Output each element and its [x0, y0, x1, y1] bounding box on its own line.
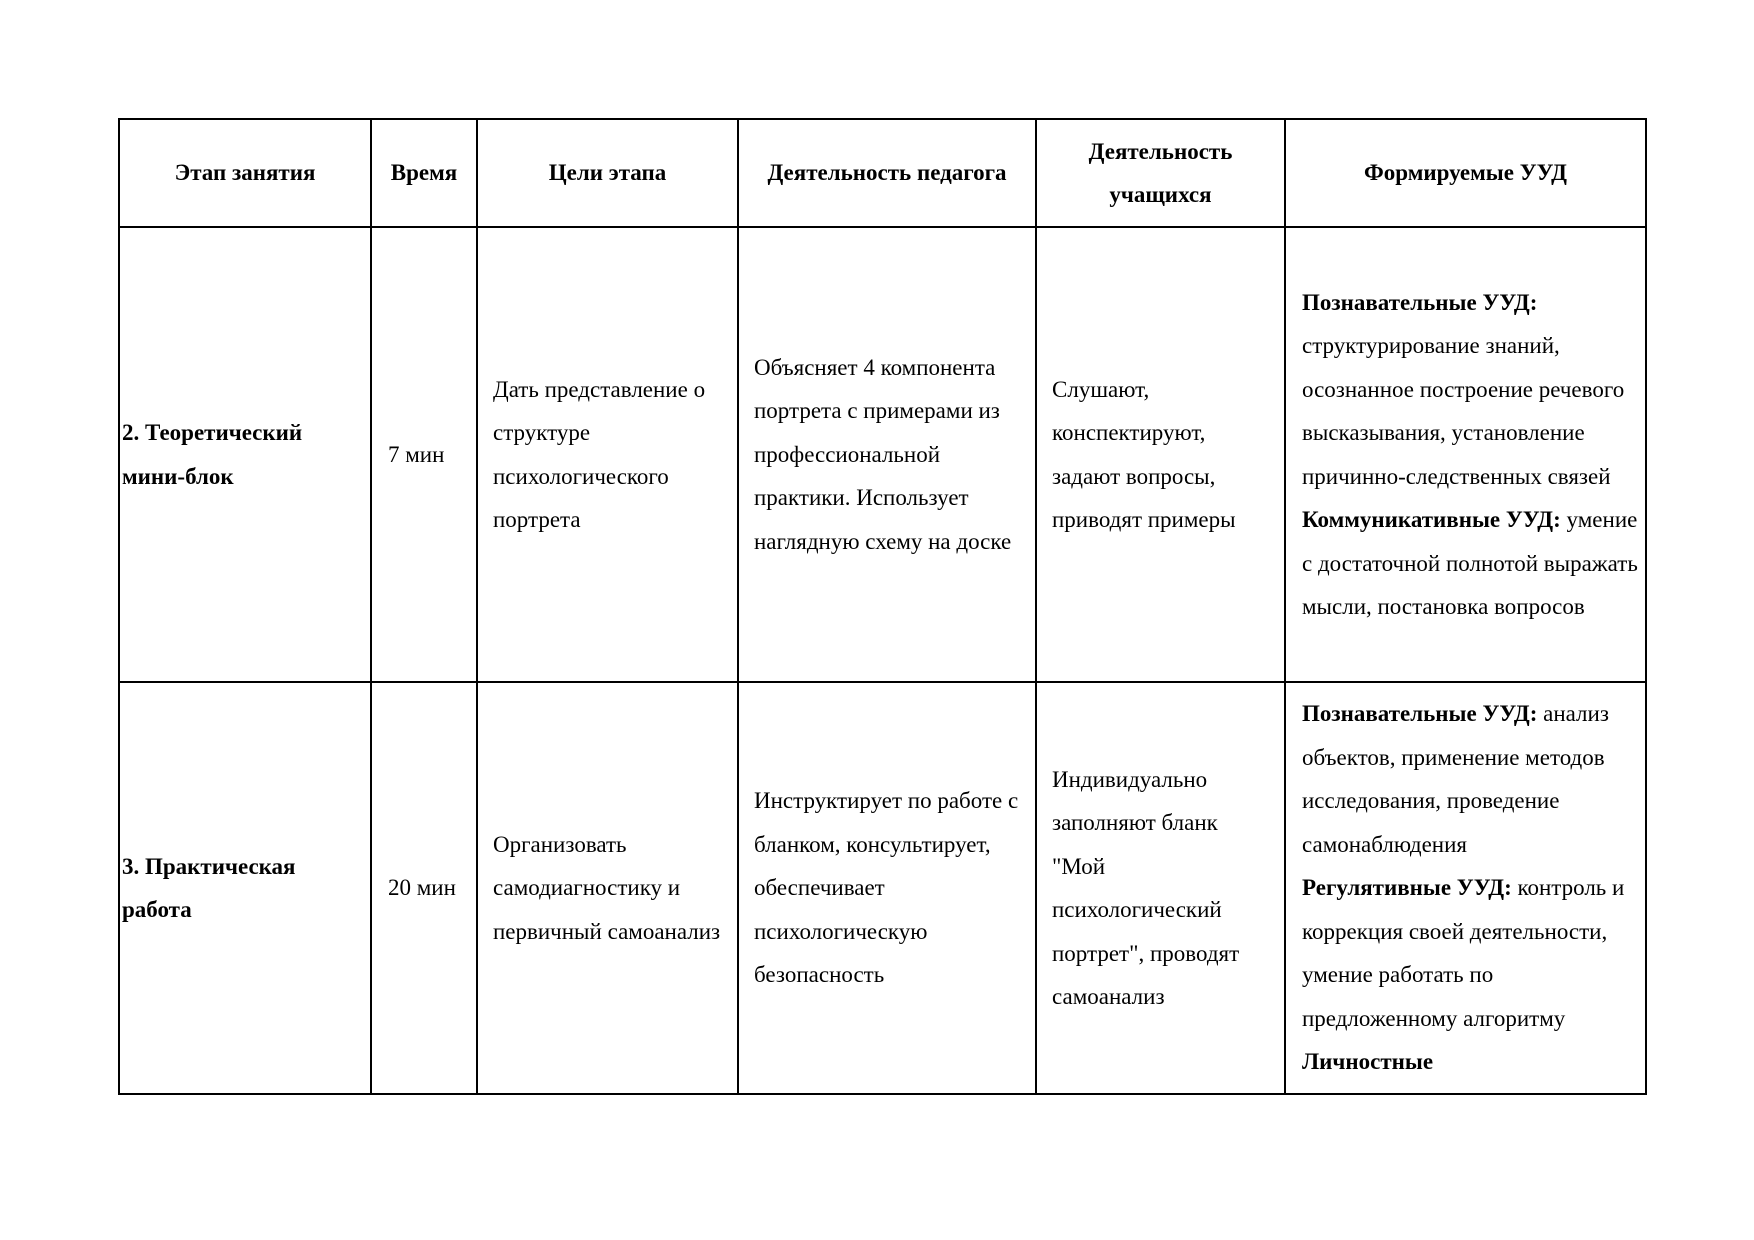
uud-item-title: Познавательные УУД:	[1302, 289, 1538, 315]
teacher-activity-cell: Объясняет 4 компонента портрета с примерами из профессиональной практики. Использует наглядную схему на доске	[738, 227, 1036, 682]
uud-item-text: умение с достаточной полнотой выражать мысли, постановка вопросов	[1302, 507, 1638, 619]
stage-cell: 2. Теоретический мини-блок	[119, 227, 371, 682]
teacher-activity-cell: Инструктирует по работе с бланком, консультирует, обеспечивает психологическую безопасность	[738, 682, 1036, 1094]
uud-item	[1302, 1040, 1641, 1084]
student-activity-cell: Слушают, конспектируют, задают вопросы, приводят примеры	[1036, 227, 1285, 682]
header-teacher-activity: Деятельность педагога	[738, 119, 1036, 227]
table-row	[119, 227, 1646, 682]
uud-item	[1302, 498, 1641, 629]
student-activity-cell: Индивидуально заполняют бланк "Мой психологический портрет", проводят самоанализ	[1036, 682, 1285, 1094]
uud-item-title: Коммуникативные УУД:	[1302, 507, 1561, 532]
uud-item-text: анализ объектов, применение методов исследования, проведение самонаблюдения	[1302, 701, 1609, 857]
header-uud: Формируемые УУД	[1285, 119, 1646, 227]
goals-cell: Организовать самодиагностику и первичный самоанализ	[477, 682, 738, 1094]
uud-item-title: Регулятивные УУД:	[1302, 875, 1512, 901]
uud-item-text: контроль и коррекция своей деятельности, умение работать по предложенному алгоритму	[1302, 875, 1625, 1031]
table-header-row	[119, 119, 1646, 227]
time-cell: 20 мин	[371, 682, 477, 1094]
uud-item-title: Познавательные УУД:	[1302, 701, 1538, 727]
uud-item-title: Личностные	[1302, 1049, 1434, 1075]
uud-cell	[1285, 227, 1646, 682]
lesson-plan-table	[118, 118, 1647, 1095]
stage-cell: 3. Практическая работа	[119, 682, 371, 1094]
header-stage: Этап занятия	[119, 119, 371, 227]
header-time: Время	[371, 119, 477, 227]
table-row	[119, 682, 1646, 1094]
time-cell: 7 мин	[371, 227, 477, 682]
uud-item	[1302, 281, 1641, 499]
goals-cell: Дать представление о структуре психологического портрета	[477, 227, 738, 682]
header-goals: Цели этапа	[477, 119, 738, 227]
uud-cell	[1285, 682, 1646, 1094]
uud-item	[1302, 866, 1641, 1040]
uud-item-text: структурирование знаний, осознанное построение речевого высказывания, установление причинно-следственных связей	[1302, 333, 1625, 489]
uud-item	[1302, 692, 1641, 866]
header-student-activity: Деятельность учащихся	[1036, 119, 1285, 227]
